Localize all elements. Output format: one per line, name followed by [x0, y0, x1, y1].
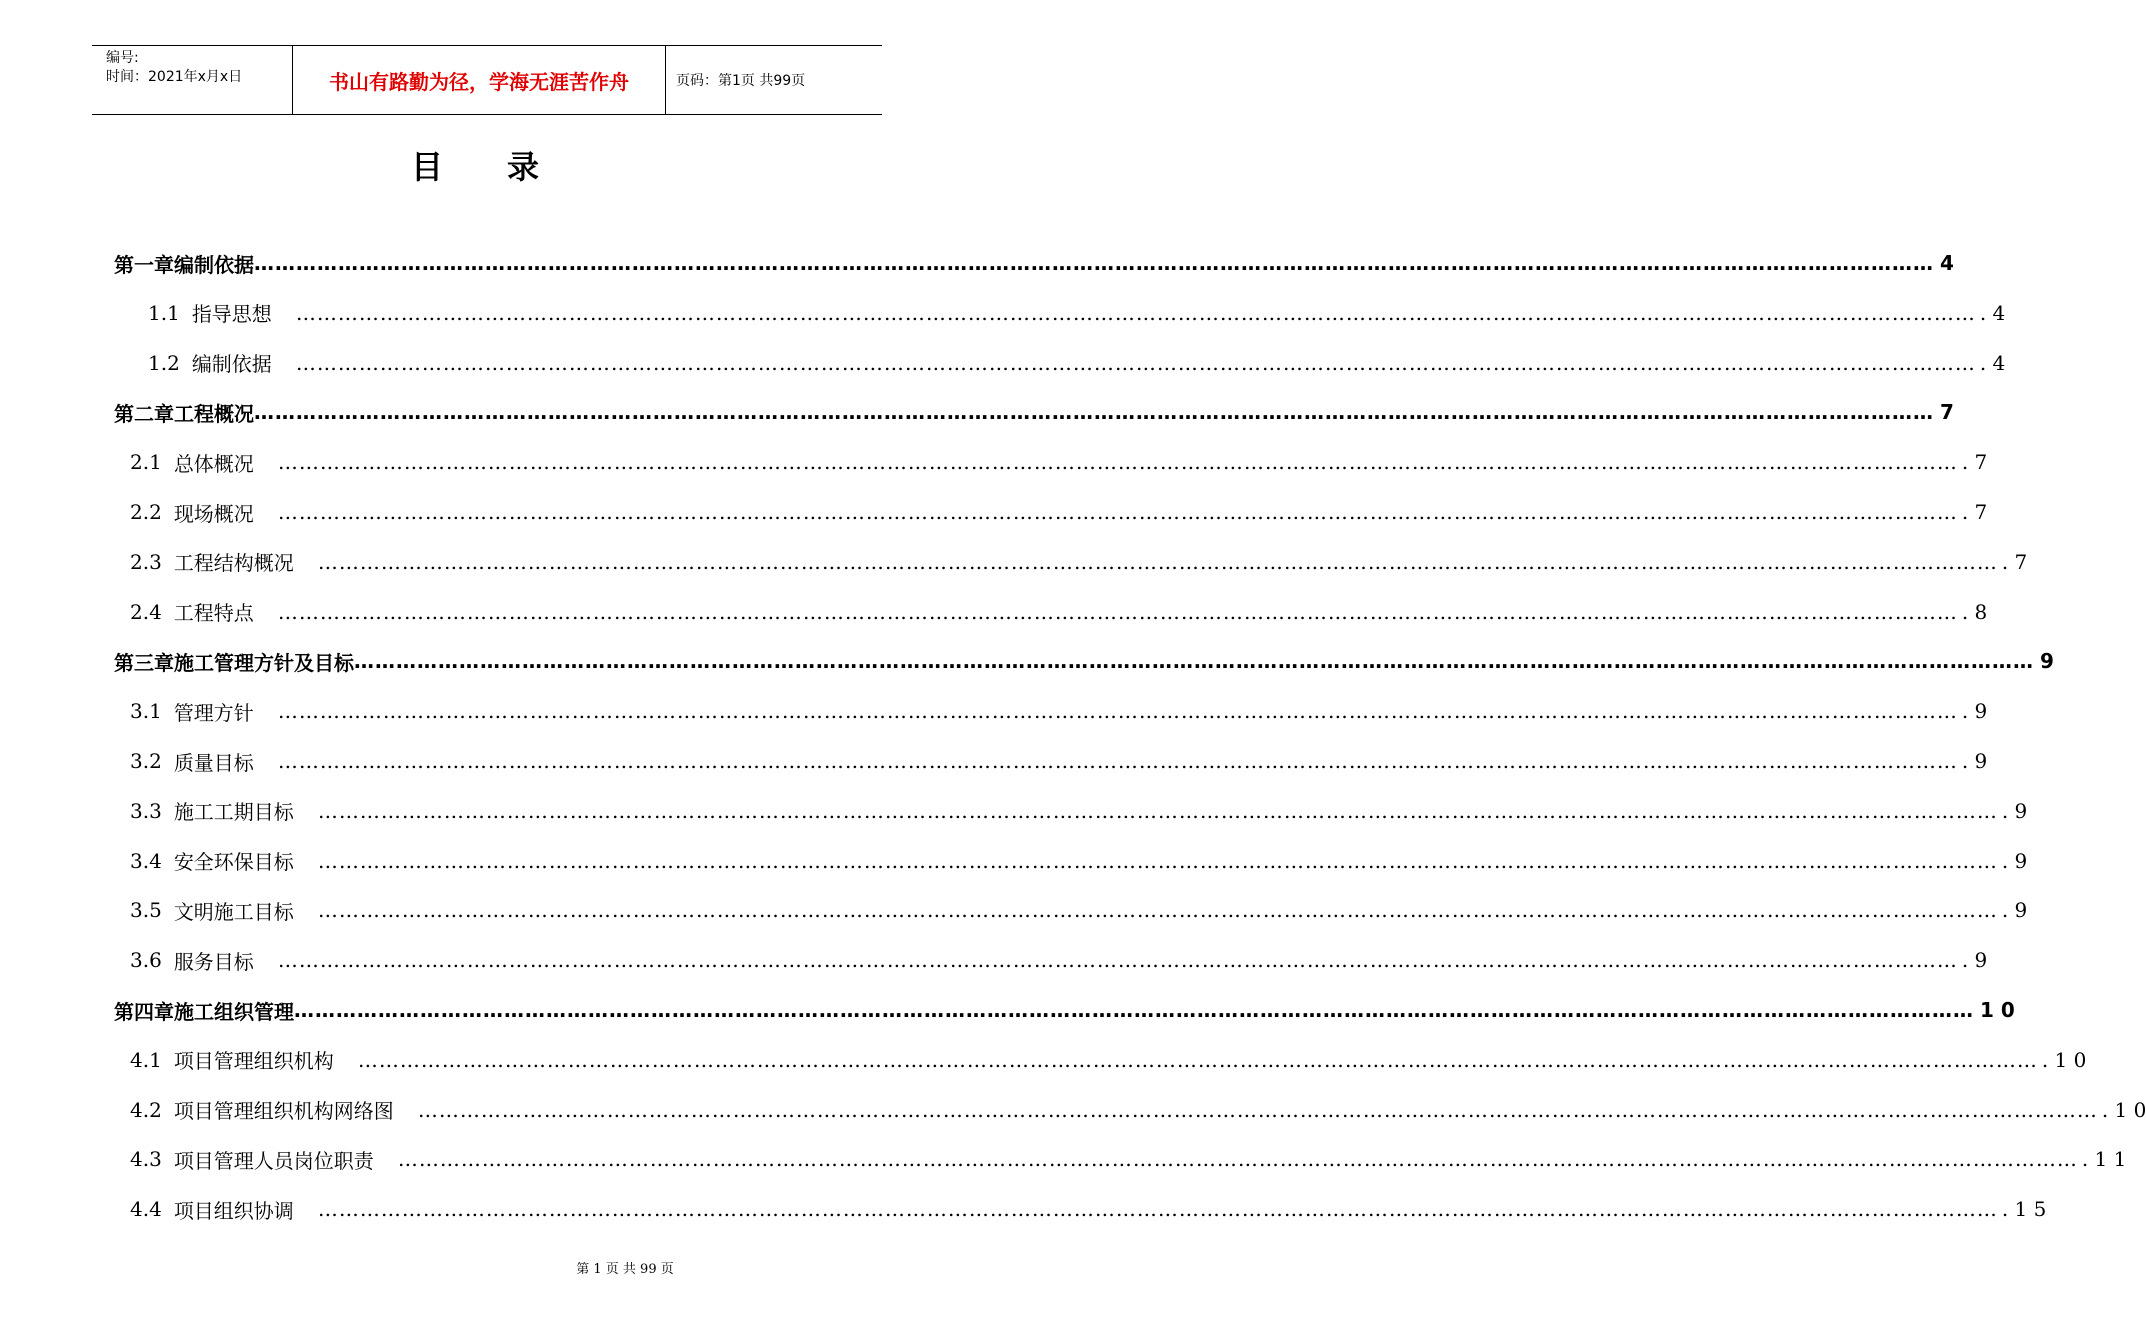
toc-section-row[interactable]: [130, 1045, 2087, 1075]
toc-section-row[interactable]: [148, 348, 2006, 378]
toc-label: 文明施工目标: [173, 899, 294, 924]
toc-label: 编制依据: [174, 252, 254, 277]
toc-leader-dots: ……………………………………………………………………………………………………………………………………………………………………………………………………………………: [317, 848, 1998, 873]
toc-number: 第二章: [114, 401, 174, 426]
page-title: 目录: [410, 148, 603, 186]
header-motto: 书山有路勤为径，学海无涯苦作舟: [293, 46, 666, 114]
toc-leader-dots: ……………………………………………………………………………………………………………………………………………………………………………………………………………………: [277, 450, 1958, 475]
toc-leader-dots: ……………………………………………………………………………………………………………………………………………………………………………………………………………………: [354, 649, 2034, 674]
toc-page-number: . 1 5: [2001, 1197, 2047, 1222]
toc-label: 服务目标: [173, 949, 254, 974]
toc-page-number: . 7: [1961, 450, 1988, 475]
toc-section-row[interactable]: [130, 547, 2028, 577]
toc-leader-dots: ……………………………………………………………………………………………………………………………………………………………………………………………………………………: [295, 300, 1976, 325]
toc-leader-dots: ……………………………………………………………………………………………………………………………………………………………………………………………………………………: [317, 549, 1998, 574]
toc-page-number: . 4: [1979, 300, 2006, 325]
toc-leader-dots: ……………………………………………………………………………………………………………………………………………………………………………………………………………………: [277, 699, 1958, 724]
header-number-label: 编号:: [106, 50, 139, 66]
toc-page-number: . 1 1: [2081, 1147, 2127, 1172]
toc-page-number: . 8: [1961, 599, 1988, 624]
toc-number: 3.2: [130, 749, 162, 773]
toc-section-row[interactable]: [148, 298, 2006, 328]
toc-page-number: 9: [2040, 649, 2054, 674]
toc-leader-dots: ……………………………………………………………………………………………………………………………………………………………………………………………………………………: [295, 350, 1976, 375]
toc-leader-dots: ……………………………………………………………………………………………………………………………………………………………………………………………………………………: [294, 998, 1974, 1022]
toc-section-row[interactable]: [130, 497, 1988, 527]
toc-section-row[interactable]: [130, 895, 2028, 925]
toc-number: 3.6: [130, 948, 162, 973]
toc-chapter-row[interactable]: [114, 995, 2015, 1025]
toc-number: 2.4: [130, 599, 162, 624]
toc-page-number: . 7: [1961, 500, 1988, 524]
page-footer: 第 1 页 共 99 页: [576, 1262, 674, 1277]
toc-label: 项目管理组织机构网络图: [173, 1099, 394, 1124]
toc-leader-dots: ……………………………………………………………………………………………………………………………………………………………………………………………………………………: [254, 251, 1934, 275]
toc-number: 3.1: [130, 699, 162, 724]
toc-number: 2.1: [130, 450, 162, 475]
toc-number: 3.3: [130, 798, 162, 823]
toc-label: 施工组织管理: [174, 999, 294, 1024]
toc-page-number: 4: [1940, 251, 1954, 275]
toc-label: 工程结构概况: [173, 551, 294, 576]
toc-page-number: 1 0: [1980, 998, 2015, 1022]
toc-label: 质量目标: [173, 750, 254, 775]
toc-section-row[interactable]: [130, 1194, 2047, 1224]
toc-chapter-row[interactable]: [114, 397, 1954, 427]
toc-leader-dots: ……………………………………………………………………………………………………………………………………………………………………………………………………………………: [317, 1197, 1998, 1222]
toc-page-number: 7: [1940, 400, 1954, 425]
toc-leader-dots: ……………………………………………………………………………………………………………………………………………………………………………………………………………………: [277, 599, 1958, 624]
toc-number: 4.1: [130, 1047, 162, 1072]
toc-label: 总体概况: [173, 451, 254, 476]
toc-section-row[interactable]: [130, 597, 1988, 627]
header-meta: [92, 46, 293, 114]
toc-label: 项目管理人员岗位职责: [173, 1148, 374, 1173]
toc-number: 3.5: [130, 898, 162, 923]
toc-page-number: . 9: [1961, 749, 1988, 773]
toc-number: 4.3: [130, 1147, 162, 1172]
toc-section-row[interactable]: [130, 696, 1988, 726]
toc-chapter-row[interactable]: [114, 646, 2054, 676]
toc-chapter-row[interactable]: [114, 248, 1954, 278]
toc-leader-dots: ……………………………………………………………………………………………………………………………………………………………………………………………………………………: [397, 1147, 2078, 1172]
toc-label: 项目管理组织机构: [173, 1049, 334, 1074]
toc-section-row[interactable]: [130, 945, 1988, 975]
toc-number: 2.3: [130, 549, 162, 574]
toc-leader-dots: ……………………………………………………………………………………………………………………………………………………………………………………………………………………: [277, 948, 1958, 973]
toc-number: 第三章: [114, 650, 174, 675]
toc-number: 1.2: [148, 350, 180, 375]
toc-section-row[interactable]: [130, 846, 2028, 876]
header-date: 时间：2021年x月x日: [106, 69, 243, 85]
toc-number: 4.4: [130, 1197, 162, 1222]
toc-leader-dots: ……………………………………………………………………………………………………………………………………………………………………………………………………………………: [277, 749, 1958, 773]
toc-page-number: . 9: [2001, 798, 2028, 823]
toc-label: 项目组织协调: [173, 1198, 294, 1223]
toc-leader-dots: ……………………………………………………………………………………………………………………………………………………………………………………………………………………: [317, 798, 1998, 823]
header-page-info: 页码：第1页 共99页: [676, 73, 806, 89]
toc-label: 编制依据: [191, 352, 272, 377]
toc-leader-dots: ……………………………………………………………………………………………………………………………………………………………………………………………………………………: [254, 400, 1934, 425]
toc-number: 1.1: [148, 300, 180, 325]
toc-section-row[interactable]: [130, 447, 1988, 477]
toc-label: 工程特点: [173, 601, 254, 626]
toc-section-row[interactable]: [130, 1095, 2146, 1125]
toc-page-number: . 9: [2001, 848, 2028, 873]
toc-label: 工程概况: [174, 401, 254, 426]
toc-page-number: . 1 0: [2101, 1097, 2146, 1122]
toc-section-row[interactable]: [130, 746, 1988, 776]
toc-leader-dots: ……………………………………………………………………………………………………………………………………………………………………………………………………………………: [277, 500, 1958, 524]
toc-page-number: . 4: [1979, 350, 2006, 375]
toc-label: 施工管理方针及目标: [174, 650, 354, 675]
toc-page-number: . 1 0: [2041, 1047, 2087, 1072]
toc-page-number: . 7: [2001, 549, 2028, 574]
toc-label: 管理方针: [173, 700, 254, 725]
toc-section-row[interactable]: [130, 796, 2028, 826]
toc-label: 现场概况: [173, 501, 254, 526]
page-header: [92, 45, 882, 115]
toc-label: 指导思想: [191, 302, 272, 327]
toc-leader-dots: ……………………………………………………………………………………………………………………………………………………………………………………………………………………: [417, 1097, 2098, 1122]
toc-number: 3.4: [130, 848, 162, 873]
toc-page-number: . 9: [1961, 948, 1988, 973]
toc-page-number: . 9: [2001, 898, 2028, 923]
toc-leader-dots: ……………………………………………………………………………………………………………………………………………………………………………………………………………………: [317, 898, 1998, 923]
toc-number: 2.2: [130, 500, 162, 524]
toc-number: 第四章: [114, 999, 174, 1024]
toc-leader-dots: ……………………………………………………………………………………………………………………………………………………………………………………………………………………: [357, 1047, 2038, 1072]
toc-section-row[interactable]: [130, 1144, 2127, 1174]
toc-page-number: . 9: [1961, 699, 1988, 724]
toc-number: 第一章: [114, 252, 174, 277]
toc-label: 施工工期目标: [173, 800, 294, 825]
toc-number: 4.2: [130, 1097, 162, 1122]
toc-label: 安全环保目标: [173, 850, 294, 875]
